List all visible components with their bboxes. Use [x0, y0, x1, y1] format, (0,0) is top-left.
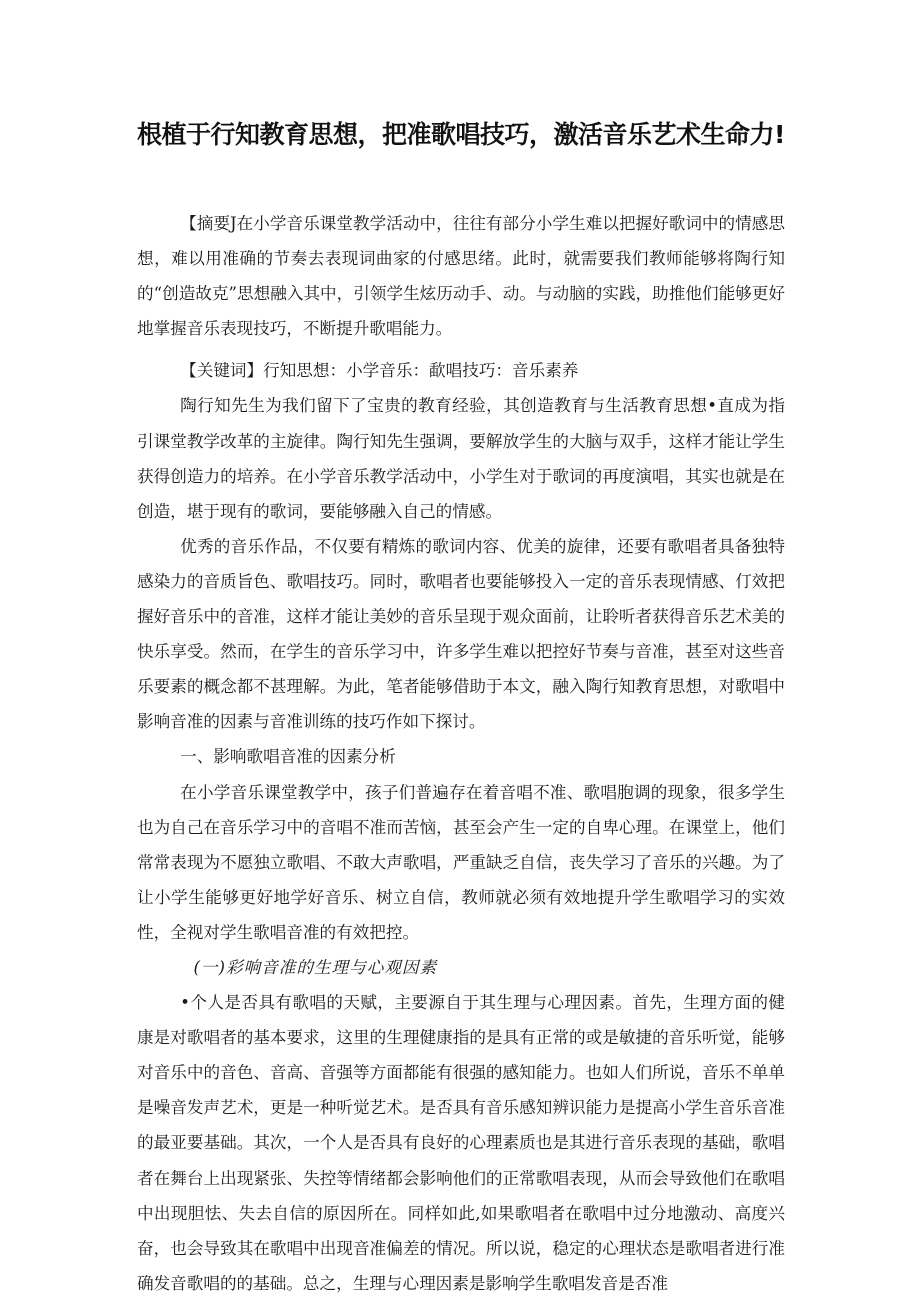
section-heading: 一、影响歌唱音准的因素分析: [180, 747, 396, 767]
body-paragraph: 在小学音乐课堂教学中，孩子们普遍存在着音唱不准、歌唱胞调的现象，很多学生也为自己在音乐学习中的音唱不准而苦恼，甚至会产生一定的自卑心理。在课堂上，他们常常表现为不愿独立歌唱、不敢大声歌唱，严重缺乏自信，丧失学习了音乐的兴趣。为了让小学生能够更好地学好音乐、树立自信，教师就必须有效地提升学生歌唱学习的实效性，全视对学生歌唱音准的有效把控。: [137, 782, 785, 942]
keywords-line: 【关键词】行知思想：小学音乐：歃唱技巧：音乐素养: [180, 361, 579, 381]
body-paragraph: •个人是否具有歌唱的天赋，主要源自于其生理与心理因素。首先，生理方面的健康是对歌唱者的基本要求，这里的生理健康指的是具有正常的或是敏捷的音乐听觉，能够对音乐中的音色、音高、音强等方面都能有很强的感知能力。也如人们所说，音乐不单单是噪音发声艺术，更是一种听觉艺术。是否具有音乐感知辨识能力是提高小学生音乐音准的最亚要基础。其次，一个人是否具有良好的心理素质也是其进行音乐表现的基础，歌唱者在舞台上出现紧张、失控等情绪都会影响他们的正常歌唱表现，从而会导致他们在歌唱中出现胆怯、失去自信的原因所在。同样如此,如果歌唱者在歌唱中过分地激动、高度兴奋，也会导致其在歌唱中出现音准偏差的情况。所以说，稳定的心理状态是歌唱者进行准确发音歌唱的的基础。总之，生理与心理因素是影响学生歌唱发音是否准: [137, 993, 785, 1293]
document-body: [137, 206, 785, 1301]
document-title: 根植于行知教育思想，把准歌唱技巧，激活音乐艺术生命力!: [137, 120, 785, 149]
abstract-paragraph: 【摘要J在小学音乐课堂教学活动中，往往有部分小学生难以把握好歌词中的情感思想，难以用准确的节奏去表现词曲家的付感思绪。此时，就需要我们教师能够将陶行知的“创造故克”思想融入其中，引领学生炫历动手、动。与动脑的实践，助推他们能够更好地掌握音乐表现技巧，不断提升歌唱能力。: [137, 214, 785, 339]
body-paragraph: 陶行知先生为我们留下了宝贵的教育经验，其创造教育与生活教育思想•直成为指引课堂教学改革的主旋律。陶行知先生强调，要解放学生的大脑与双手，这样才能让学生获得创造力的培养。在小学音乐教学活动中，小学生对于歌词的再度演唱，其实也就是在创造，堪于现有的歌词，要能够融入自己的情感。: [137, 396, 785, 521]
subsection-heading: (一)彩响音准的生理与心观因素: [193, 957, 438, 977]
body-paragraph: 优秀的音乐作品，不仅要有精炼的歌词内容、优美的旋律，还要有歌唱者具备独特感染力的音质旨色、歌唱技巧。同时，歌唱者也要能够投入一定的音乐表现情感、仃效把握好音乐中的音准，这样才能让美妙的音乐呈现于观众面前，让聆听者获得音乐艺术美的快乐享受。然而，在学生的音乐学习中，许多学生难以把控好节奏与音准，甚至对这些音乐要素的概念都不甚理解。为此，笔者能够借助于本文，融入陶行知教育思想，对歌唱中影响音准的因素与音准训练的技巧作如下探讨。: [137, 536, 785, 732]
